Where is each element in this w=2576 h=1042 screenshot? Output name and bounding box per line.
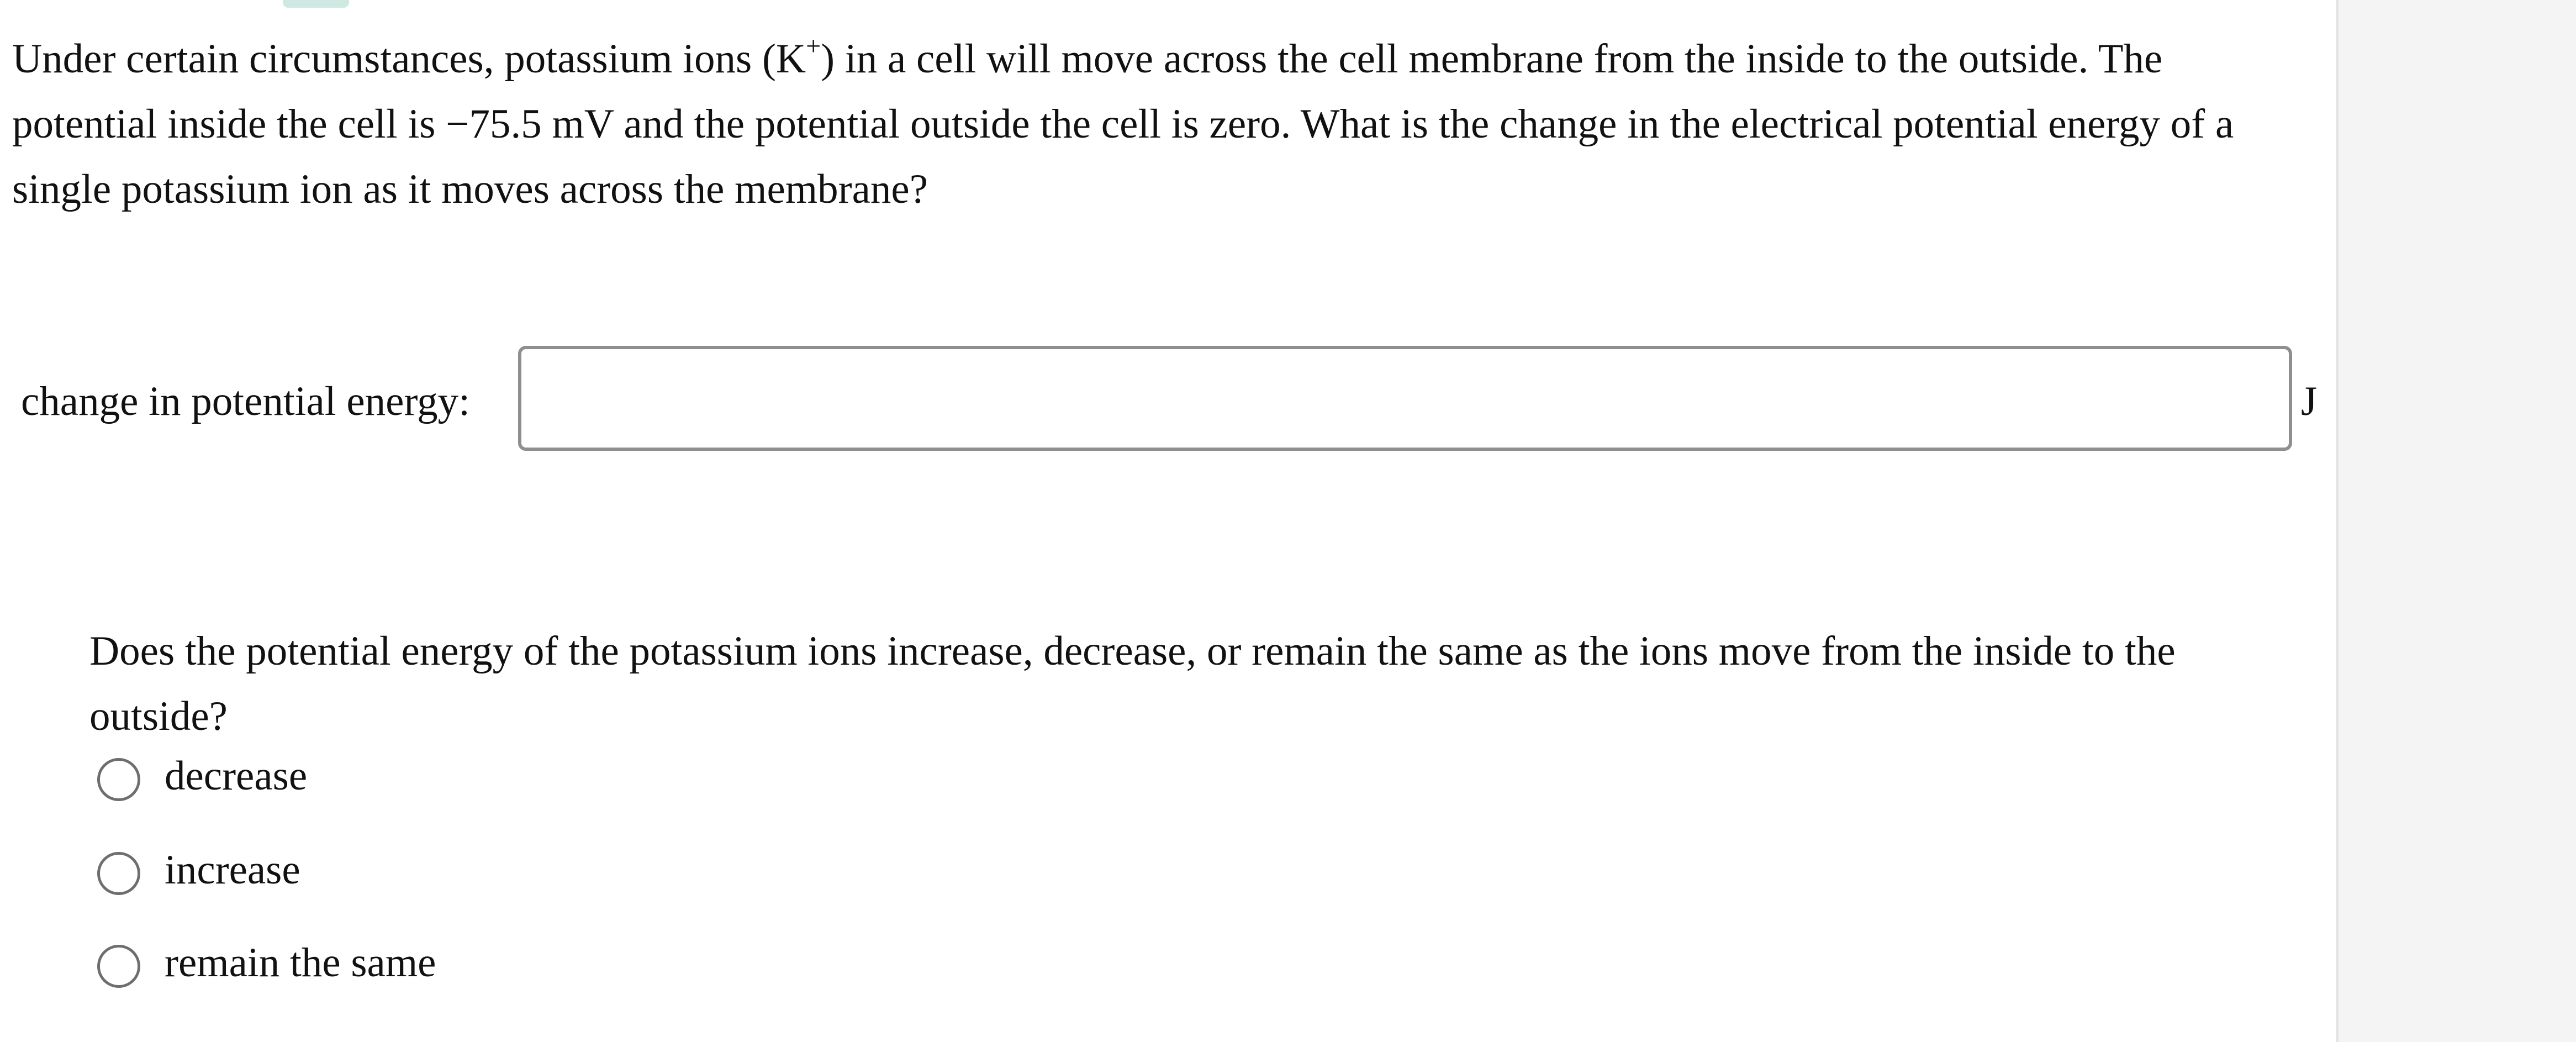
option-remain-the-same[interactable]	[97, 933, 870, 993]
radio-button-icon[interactable]	[97, 758, 140, 801]
question-text	[12, 27, 2310, 222]
answer-row	[21, 346, 2319, 451]
ion-charge-superscript: +	[806, 31, 821, 61]
unit-label: J	[2301, 378, 2318, 424]
answer-label: change in potential energy:	[21, 378, 470, 424]
option-label: increase	[165, 847, 300, 893]
option-label: decrease	[165, 753, 308, 799]
question-text-part1: Under certain circumstances, potassium ions (K	[12, 36, 806, 82]
option-label: remain the same	[165, 940, 436, 986]
top-tab-indicator	[283, 0, 349, 8]
option-decrease[interactable]	[97, 746, 870, 807]
potential-energy-input[interactable]	[518, 346, 2292, 451]
radio-button-icon[interactable]	[97, 945, 140, 988]
followup-question-text: Does the potential energy of the potassium ions increase, decrease, or remain the same as the ions move from the inside to the outside?	[89, 628, 2176, 739]
radio-button-icon[interactable]	[97, 852, 140, 895]
question-text-part2: ) in a cell will move across the cell membrane from the inside to the outside. The potential inside the cell is −75.5 mV and the potential outside the cell is zero. What is the change in the electrical potential energy of a single potassium ion as it moves across the membrane?	[12, 36, 2234, 212]
option-increase[interactable]	[97, 840, 870, 901]
